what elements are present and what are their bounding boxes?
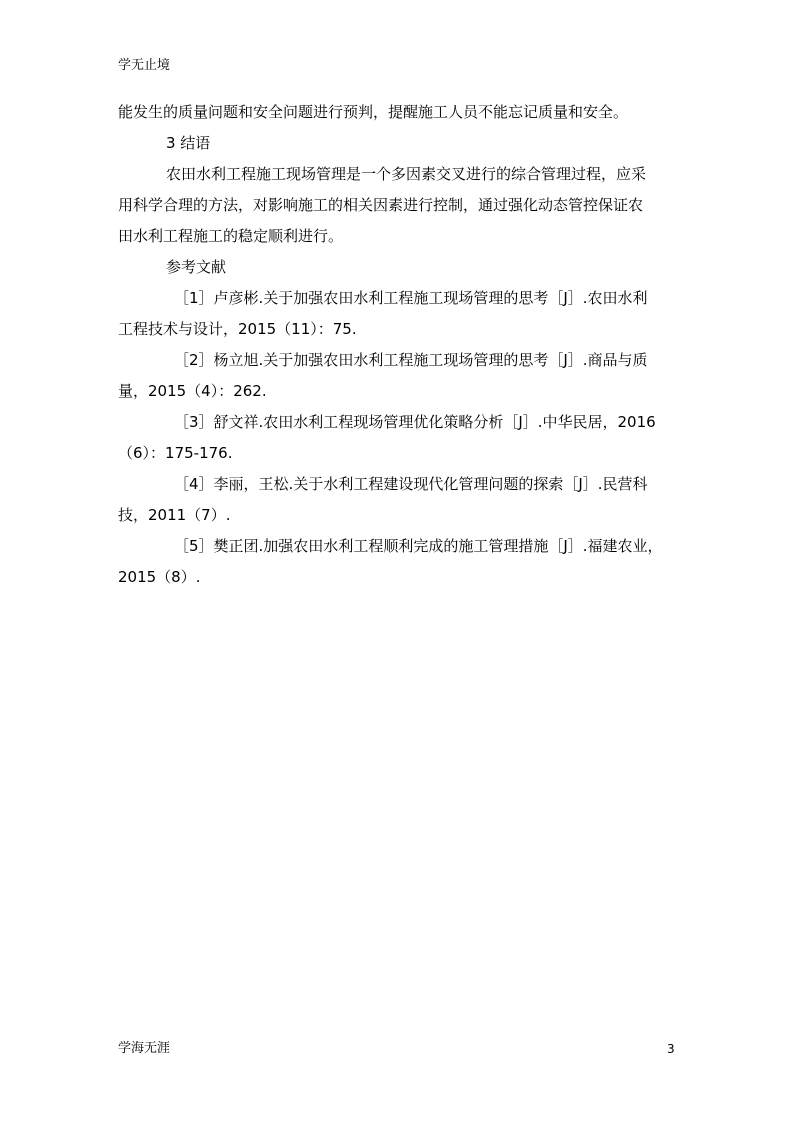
paragraph-line: 能发生的质量问题和安全问题进行预判，提醒施工人员不能忘记质量和安全。 — [118, 103, 629, 121]
reference-item: ［3］舒文祥.农田水利工程现场管理优化策略分析［J］.中华民居，2016 — [174, 413, 656, 431]
page-header: 学无止境 — [118, 58, 171, 73]
paragraph-line: 农田水利工程施工现场管理是一个多因素交叉进行的综合管理过程，应采 — [166, 165, 647, 183]
reference-item: ［1］卢彦彬.关于加强农田水利工程施工现场管理的思考［J］.农田水利 — [174, 289, 648, 307]
page-number: 3 — [667, 1042, 675, 1056]
paragraph-line: 田水利工程施工的稳定顺利进行。 — [118, 227, 344, 245]
section-heading: 3 结语 — [166, 134, 211, 152]
reference-item-continuation: 2015（8）. — [118, 568, 201, 586]
reference-item-continuation: 工程技术与设计，2015（11）：75. — [118, 320, 357, 338]
reference-item-continuation: 量，2015（4）：262. — [118, 382, 267, 400]
reference-item: ［5］樊正团.加强农田水利工程顺利完成的施工管理措施［J］.福建农业， — [174, 537, 663, 555]
page-footer-left: 学海无涯 — [118, 1041, 171, 1056]
reference-item-continuation: 技，2011（7）. — [118, 506, 231, 524]
document-body — [118, 98, 684, 594]
reference-item: ［4］李丽，王松.关于水利工程建设现代化管理问题的探索［J］.民营科 — [174, 475, 648, 493]
paragraph-line: 用科学合理的方法，对影响施工的相关因素进行控制，通过强化动态管控保证农 — [118, 196, 644, 214]
reference-item: ［2］杨立旭.关于加强农田水利工程施工现场管理的思考［J］.商品与质 — [174, 351, 648, 369]
reference-item-continuation: （6）：175-176. — [118, 444, 233, 462]
references-heading: 参考文献 — [166, 258, 227, 276]
